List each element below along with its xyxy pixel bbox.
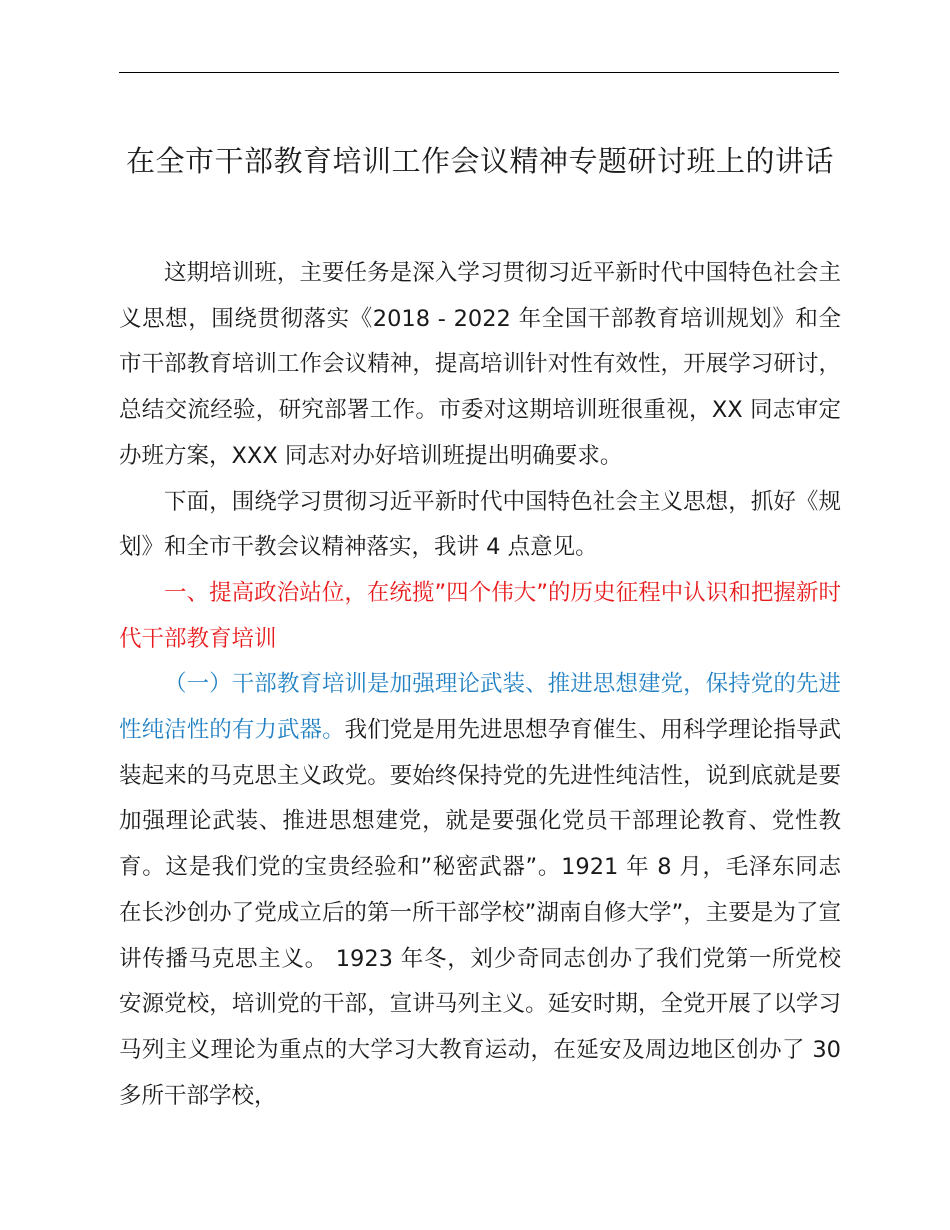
subsection-1-paragraph [119,662,841,1119]
overview-paragraph: 下面，围绕学习贯彻习近平新时代中国特色社会主义思想，抓好《规划》和全市干教会议精神落实，我讲 4 点意见。 [119,488,841,561]
intro-paragraph: 这期培训班，主要任务是深入学习贯彻习近平新时代中国特色社会主义思想，围绕贯彻落实《2018 - 2022 年全国干部教育培训规划》和全市干部教育培训工作会议精神，提高培训针对性有效性，开展学习研讨，总结交流经验，研究部署工作。市委对这期培训班很重视，XX 同志审定办班方案，XXX 同志对办好培训班提出明确要求。 [119,260,841,469]
document-body [119,251,841,1119]
subsection-1-heading: （一）干部教育培训是加强理论武装、推进思想建党，保持党的先进性纯洁性的有力武器。 [119,671,841,744]
subsection-1-body: 我们党是用先进思想孕育催生、用科学理论指导武装起来的马克思主义政党。要始终保持党的先进性纯洁性，说到底就是要加强理论武装、推进思想建党，就是要强化党员干部理论教育、党性教育。这是我们党的宝贵经验和”秘密武器”。1921 年 8 月，毛泽东同志在长沙创办了党成立后的第一所干部学校”湖南自修大学”，主要是为了宣讲传播马克思主义。 1923 年冬，刘少奇同志创办了我们党第一所党校安源党校，培训党的干部，宣讲马列主义。延安时期，全党开展了以学习马列主义理论为重点的大学习大教育运动，在延安及周边地区创办了 30 多所干部学校， [119,717,841,1109]
section-1-heading: 一、提高政治站位，在统揽”四个伟大”的历史征程中认识和把握新时代干部教育培训 [119,579,841,652]
header-rule [119,72,839,73]
document-title: 在全市干部教育培训工作会议精神专题研讨班上的讲话 [125,144,834,178]
